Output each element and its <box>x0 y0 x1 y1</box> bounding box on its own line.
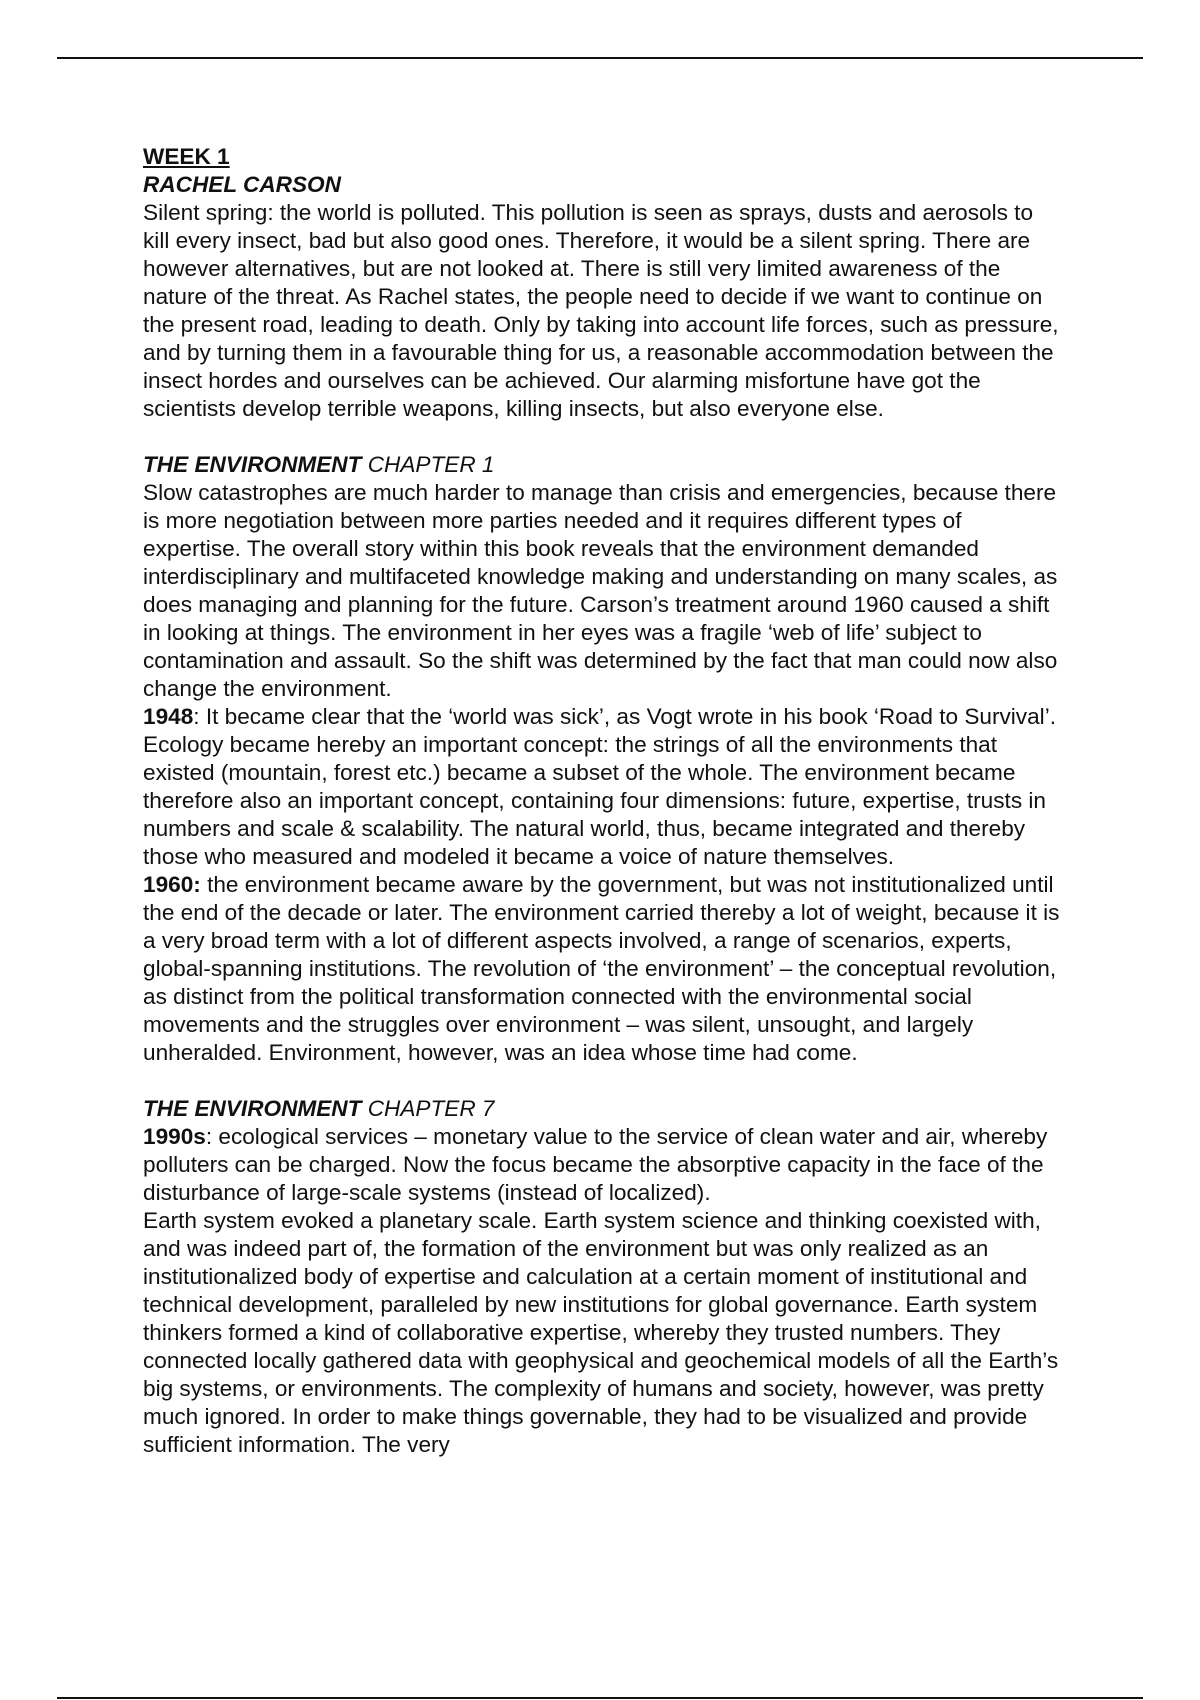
paragraph-1990s <box>143 1123 1063 1207</box>
year-label: 1990s <box>143 1124 206 1149</box>
week-heading: WEEK 1 <box>143 144 230 169</box>
header-rule <box>57 57 1143 59</box>
section-title: THE ENVIRONMENT <box>143 1096 362 1121</box>
section-chapter: CHAPTER 1 <box>361 452 495 477</box>
earth-system-paragraph: Earth system evoked a planetary scale. Earth system science and thinking coexisted with, and was indeed part of, the formation of the environment but was only realized as an institutionalized body of expertise and calculation at a certain moment of institutional and technical development, paralleled by new institutions for global governance. Earth system thinkers formed a kind of collaborative expertise, whereby they trusted numbers. They connected locally gathered data with geophysical and geochemical models of all the Earth’s big systems, or environments. The complexity of humans and society, however, was pretty much ignored. In order to make things governable, they had to be visualized and provide sufficient information. The very <box>143 1208 1059 1457</box>
year-label: 1948 <box>143 704 194 729</box>
paragraph-1948 <box>143 703 1063 871</box>
paragraph-text: : ecological services – monetary value to the service of clean water and air, whereby polluters can be charged. Now the focus became the absorptive capacity in the face of the disturbance of large-scale systems (instead of localized). <box>143 1124 1048 1205</box>
chapter-1-intro: Slow catastrophes are much harder to manage than crisis and emergencies, because there is more negotiation between more parties needed and it requires different types of expertise. The overall story within this book reveals that the environment demanded interdisciplinary and multifaceted knowledge making and understanding on many scales, as does managing and planning for the future. Carson’s treatment around 1960 caused a shift in looking at things. The environment in her eyes was a fragile ‘web of life’ subject to contamination and assault. So the shift was determined by the fact that man could now also change the environment. <box>143 480 1058 701</box>
section-chapter: CHAPTER 7 <box>361 1096 495 1121</box>
paragraph-text: : It became clear that the ‘world was sick’, as Vogt wrote in his book ‘Road to Survival’. Ecology became hereby an important concept: the strings of all the environments that existed (mountain, forest etc.) became a subset of the whole. The environment became therefore also an important concept, containing four dimensions: future, expertise, trusts in numbers and scale & scalability. The natural world, thus, became integrated and thereby those who measured and modeled it became a voice of nature themselves. <box>143 704 1056 869</box>
document-body <box>143 143 1063 1459</box>
paragraph-1960 <box>143 871 1063 1067</box>
author-heading: RACHEL CARSON <box>143 172 341 197</box>
section-heading-chapter-1 <box>143 451 1063 479</box>
paragraph-text: the environment became aware by the government, but was not institutionalized until the end of the decade or later. The environment carried thereby a lot of weight, because it is a very broad term with a lot of different aspects involved, a range of scenarios, experts, global-spanning institutions. The revolution of ‘the environment’ – the conceptual revolution, as distinct from the political transformation connected with the environmental social movements and the struggles over environment – was silent, unsought, and largely unheralded. Environment, however, was an idea whose time had come. <box>143 872 1060 1065</box>
carson-paragraph: Silent spring: the world is polluted. This pollution is seen as sprays, dusts and aerosols to kill every insect, bad but also good ones. Therefore, it would be a silent spring. There are however alternatives, but are not looked at. There is still very limited awareness of the nature of the threat. As Rachel states, the people need to decide if we want to continue on the present road, leading to death. Only by taking into account life forces, such as pressure, and by turning them in a favourable thing for us, a reasonable accommodation between the insect hordes and ourselves can be achieved. Our alarming misfortune have got the scientists develop terrible weapons, killing insects, but also everyone else. <box>143 200 1059 421</box>
footer-rule <box>57 1697 1143 1699</box>
section-title: THE ENVIRONMENT <box>143 452 362 477</box>
section-heading-chapter-7 <box>143 1095 1063 1123</box>
year-label: 1960: <box>143 872 201 897</box>
